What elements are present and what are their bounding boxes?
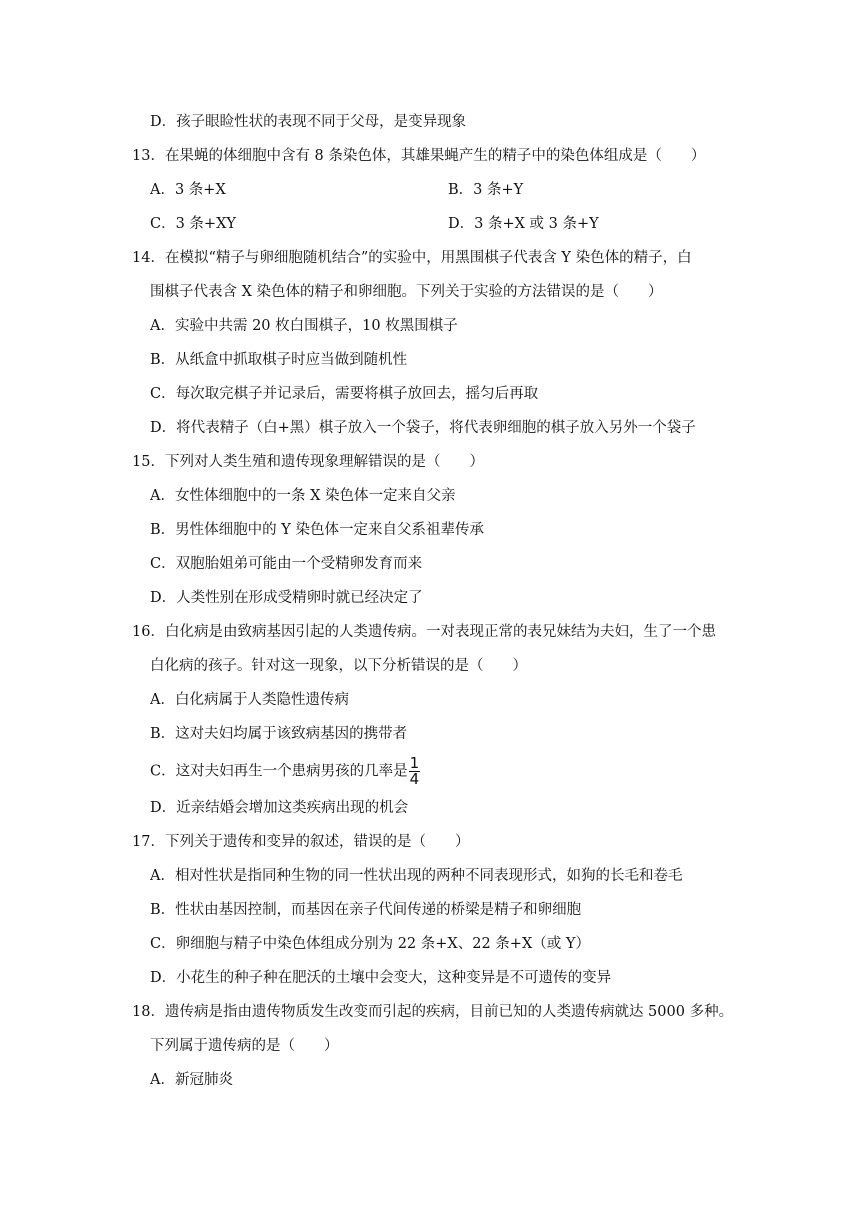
q14-option-b: B．从纸盒中抓取棋子时应当做到随机性 bbox=[150, 352, 408, 368]
q18-stem-line2: 下列属于遗传病的是（ ） bbox=[150, 1038, 339, 1054]
q14-option-a: A．实验中共需 20 枚白围棋子，10 枚黑围棋子 bbox=[150, 318, 458, 334]
q15-option-b: B．男性体细胞中的 Y 染色体一定来自父系祖辈传承 bbox=[150, 522, 484, 538]
q13-stem: 13．在果蝇的体细胞中含有 8 条染色体，其雄果蝇产生的精子中的染色体组成是（ ） bbox=[132, 148, 706, 164]
q13-option-a: A．3 条+X bbox=[150, 182, 226, 198]
q17-stem: 17．下列关于遗传和变异的叙述，错误的是（ ） bbox=[132, 834, 470, 850]
q18-stem-line1: 18．遗传病是指由遗传物质发生改变而引起的疾病，目前已知的人类遗传病就达 5000 多种。 bbox=[132, 1004, 734, 1020]
q16-option-c bbox=[150, 756, 420, 787]
q14-option-c: C．每次取完棋子并记录后，需要将棋子放回去，摇匀后再取 bbox=[150, 386, 539, 402]
q15-option-c: C．双胞胎姐弟可能由一个受精卵发育而来 bbox=[150, 556, 423, 572]
q12-option-d: D．孩子眼睑性状的表现不同于父母，是变异现象 bbox=[150, 114, 467, 130]
q17-option-c: C．卵细胞与精子中染色体组成分别为 22 条+X、22 条+X（或 Y） bbox=[150, 936, 590, 952]
q14-stem-line2: 围棋子代表含 X 染色体的精子和卵细胞。下列关于实验的方法错误的是（ ） bbox=[150, 284, 663, 300]
q16-option-a: A．白化病属于人类隐性遗传病 bbox=[150, 692, 349, 708]
fraction bbox=[409, 756, 421, 787]
q16-option-d: D．近亲结婚会增加这类疾病出现的机会 bbox=[150, 800, 409, 816]
q15-option-d: D．人类性别在形成受精卵时就已经决定了 bbox=[150, 590, 423, 606]
q14-stem-line1: 14．在模拟“精子与卵细胞随机结合”的实验中，用黑围棋子代表含 Y 染色体的精子，白 bbox=[132, 250, 692, 266]
q13-option-b: B．3 条+Y bbox=[448, 182, 524, 198]
q13-option-d: D．3 条+X 或 3 条+Y bbox=[448, 216, 599, 232]
q15-stem: 15．下列对人类生殖和遗传现象理解错误的是（ ） bbox=[132, 454, 484, 470]
q18-option-a: A．新冠肺炎 bbox=[150, 1072, 233, 1088]
q15-option-a: A．女性体细胞中的一条 X 染色体一定来自父亲 bbox=[150, 488, 456, 504]
q16-stem-line1: 16．白化病是由致病基因引起的人类遗传病。一对表现正常的表兄妹结为夫妇，生了一个患 bbox=[132, 624, 716, 640]
q16-option-c-text: C．这对夫妇再生一个患病男孩的几率是 bbox=[150, 763, 408, 780]
fraction-numerator: 1 bbox=[409, 754, 420, 772]
q17-option-a: A．相对性状是指同种生物的同一性状出现的两种不同表现形式，如狗的长毛和卷毛 bbox=[150, 868, 683, 884]
q14-option-d: D．将代表精子（白+黑）棋子放入一个袋子，将代表卵细胞的棋子放入另外一个袋子 bbox=[150, 420, 696, 436]
q13-option-c: C．3 条+XY bbox=[150, 216, 236, 232]
q16-option-b: B．这对夫妇均属于该致病基因的携带者 bbox=[150, 726, 408, 742]
q16-stem-line2: 白化病的孩子。针对这一现象，以下分析错误的是（ ） bbox=[150, 658, 527, 674]
q17-option-d: D．小花生的种子种在肥沃的土壤中会变大，这种变异是不可遗传的变异 bbox=[150, 970, 612, 986]
q17-option-b: B．性状由基因控制，而基因在亲子代间传递的桥梁是精子和卵细胞 bbox=[150, 902, 582, 918]
fraction-denominator: 4 bbox=[409, 770, 420, 788]
